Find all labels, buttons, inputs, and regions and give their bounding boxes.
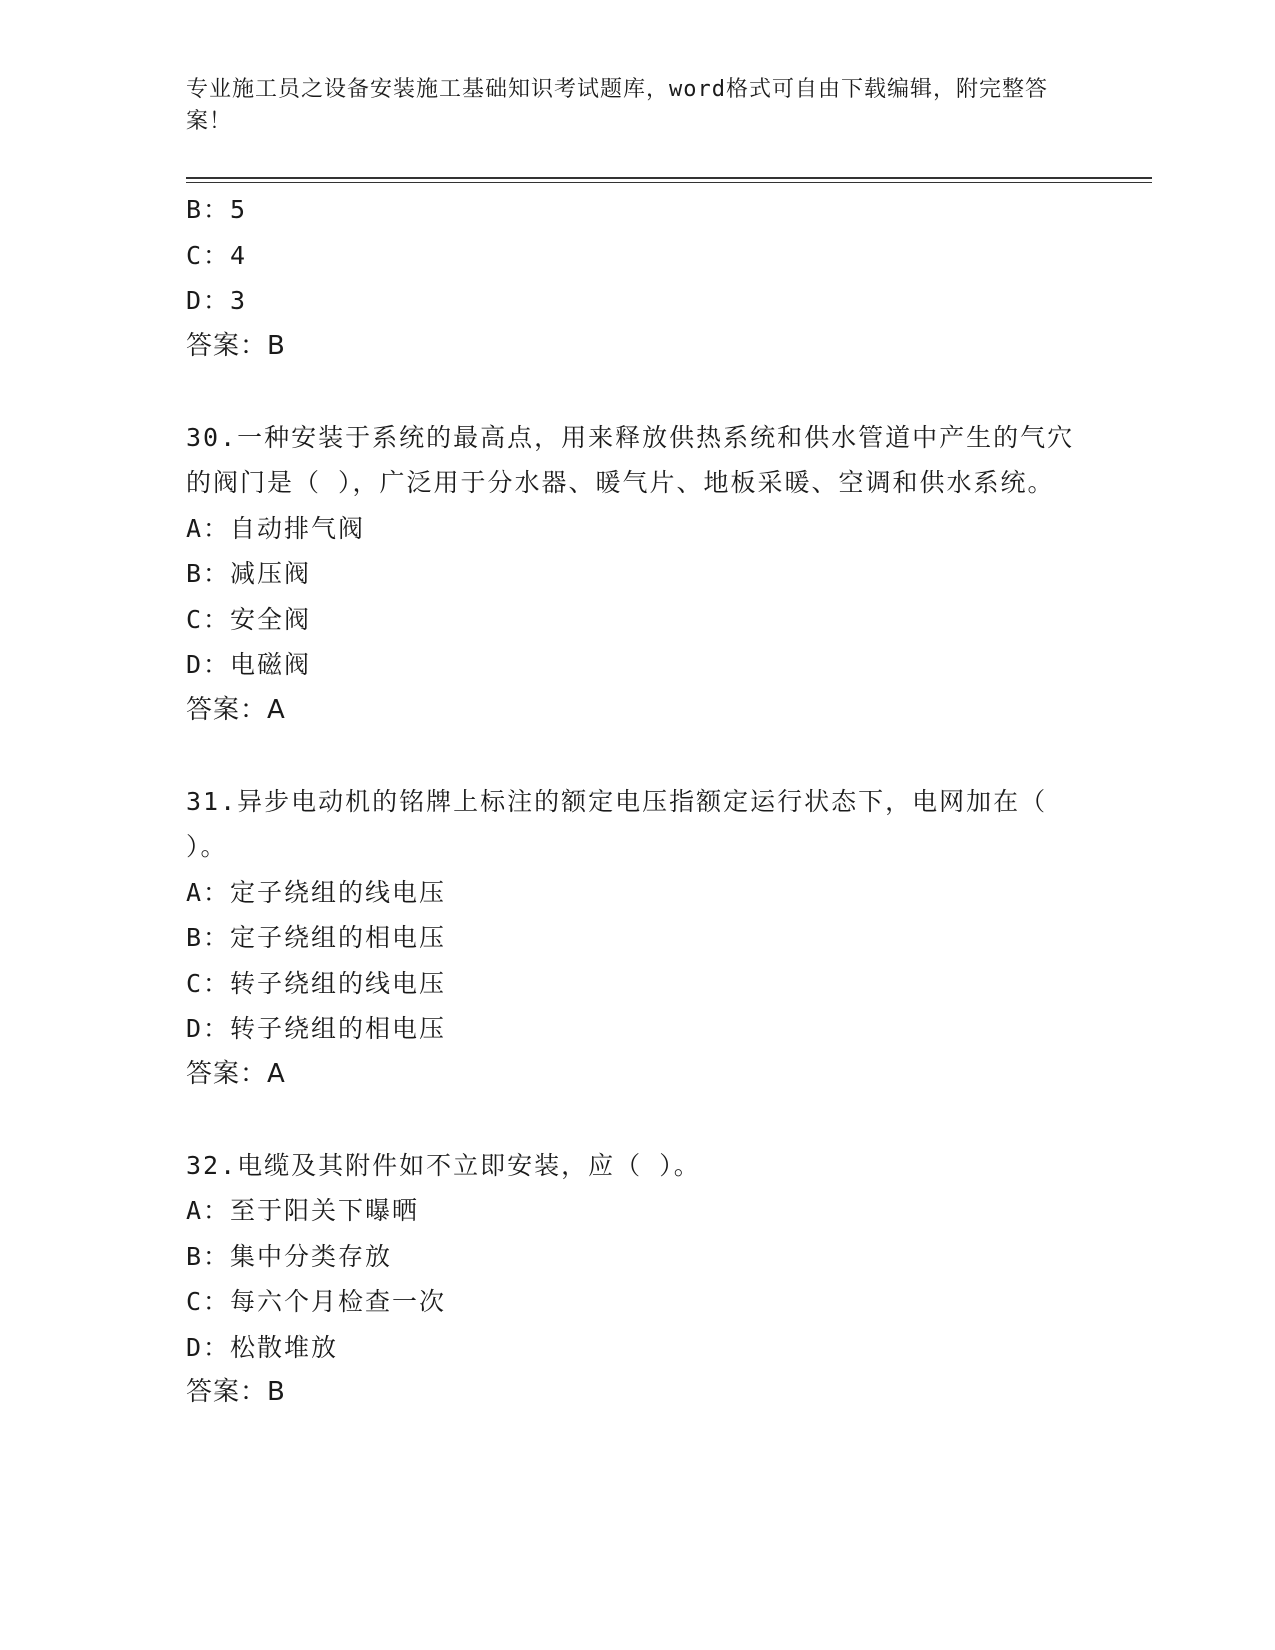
option-c: C：每六个月检查一次 xyxy=(186,1287,447,1316)
option-a: A：定子绕组的线电压 xyxy=(186,877,447,907)
answer-line: 答案：A xyxy=(186,694,286,725)
option-c: C：4 xyxy=(186,240,248,270)
option-d: D：电磁阀 xyxy=(186,650,312,679)
document-header xyxy=(186,74,1066,138)
header-divider-thin xyxy=(186,182,1152,183)
option-c: C：安全阀 xyxy=(186,604,312,634)
question-32 xyxy=(186,1143,1086,1416)
previous-question-tail xyxy=(186,187,1086,369)
question-text: 32.电缆及其附件如不立即安装，应（ ）。 xyxy=(186,1150,701,1180)
question-text: 30.一种安装于系统的最高点，用来释放供热系统和供水管道中产生的气穴的阀门是（ ），广泛用于分水器、暖气片、地板采暖、空调和供水系统。 xyxy=(186,422,1075,497)
option-b: B：集中分类存放 xyxy=(186,1241,393,1271)
header-divider xyxy=(186,177,1152,179)
answer-line: 答案：B xyxy=(186,1377,286,1407)
option-b: B：5 xyxy=(186,195,248,224)
answer-line: 答案：A xyxy=(186,1058,286,1089)
question-31 xyxy=(186,779,1086,1098)
question-30 xyxy=(186,415,1086,734)
option-b: B：定子绕组的相电压 xyxy=(186,923,447,952)
option-d: D：转子绕组的相电压 xyxy=(186,1014,447,1043)
answer-line: 答案：B xyxy=(186,330,286,361)
option-c: C：转子绕组的线电压 xyxy=(186,968,447,998)
option-d: D：松散堆放 xyxy=(186,1332,339,1362)
question-text: 31.异步电动机的铭牌上标注的额定电压指额定运行状态下，电网加在（ ）。 xyxy=(186,786,1048,861)
question-list xyxy=(186,187,1086,1416)
header-title: 专业施工员之设备安装施工基础知识考试题库，word格式可自由下载编辑，附完整答案！ xyxy=(186,77,1048,134)
option-d: D：3 xyxy=(186,286,248,315)
option-a: A：自动排气阀 xyxy=(186,513,366,543)
option-a: A：至于阳关下曝晒 xyxy=(186,1196,420,1225)
option-b: B：减压阀 xyxy=(186,559,312,588)
